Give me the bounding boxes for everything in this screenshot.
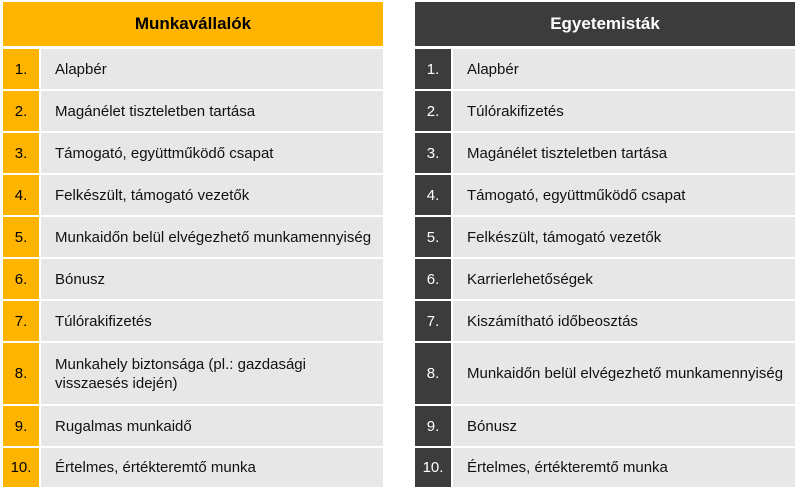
- list-item: [415, 406, 795, 446]
- item-number: 4.: [3, 175, 39, 215]
- students-list: [415, 49, 795, 487]
- list-item: [415, 448, 795, 487]
- item-number: 10.: [415, 448, 451, 487]
- employees-panel: [3, 2, 383, 498]
- list-item: [3, 91, 383, 131]
- item-number: 5.: [3, 217, 39, 257]
- item-number: 6.: [3, 259, 39, 299]
- item-number: 4.: [415, 175, 451, 215]
- item-number: 3.: [3, 133, 39, 173]
- list-item: [415, 217, 795, 257]
- item-text: Kiszámítható időbeosztás: [453, 301, 795, 341]
- employees-list: [3, 49, 383, 487]
- list-item: [415, 343, 795, 404]
- list-item: [415, 301, 795, 341]
- item-number: 5.: [415, 217, 451, 257]
- item-number: 2.: [3, 91, 39, 131]
- item-text: Bónusz: [41, 259, 383, 299]
- item-text: Munkaidőn belül elvégezhető munkamennyiség: [453, 343, 795, 404]
- item-text: Magánélet tiszteletben tartása: [41, 91, 383, 131]
- list-item: [3, 259, 383, 299]
- item-text: Rugalmas munkaidő: [41, 406, 383, 446]
- item-number: 9.: [415, 406, 451, 446]
- students-header: Egyetemisták: [415, 2, 795, 46]
- list-item: [415, 259, 795, 299]
- item-number: 10.: [3, 448, 39, 487]
- students-panel: [415, 2, 795, 498]
- list-item: [3, 49, 383, 89]
- list-item: [415, 133, 795, 173]
- item-text: Támogató, együttműködő csapat: [41, 133, 383, 173]
- list-item: [3, 301, 383, 341]
- item-text: Felkészült, támogató vezetők: [453, 217, 795, 257]
- item-number: 7.: [3, 301, 39, 341]
- list-item: [3, 175, 383, 215]
- item-number: 3.: [415, 133, 451, 173]
- list-item: [3, 448, 383, 487]
- item-text: Bónusz: [453, 406, 795, 446]
- item-number: 6.: [415, 259, 451, 299]
- item-number: 7.: [415, 301, 451, 341]
- item-text: Értelmes, értékteremtő munka: [41, 448, 383, 487]
- item-number: 2.: [415, 91, 451, 131]
- item-text: Túlórakifizetés: [453, 91, 795, 131]
- list-item: [3, 217, 383, 257]
- list-item: [3, 343, 383, 404]
- item-number: 8.: [3, 343, 39, 404]
- list-item: [3, 133, 383, 173]
- list-item: [415, 91, 795, 131]
- item-text: Munkahely biztonsága (pl.: gazdasági visszaesés idején): [41, 343, 383, 404]
- item-number: 9.: [3, 406, 39, 446]
- item-text: Támogató, együttműködő csapat: [453, 175, 795, 215]
- item-text: Alapbér: [453, 49, 795, 89]
- item-text: Túlórakifizetés: [41, 301, 383, 341]
- employees-header: Munkavállalók: [3, 2, 383, 46]
- list-item: [415, 49, 795, 89]
- item-number: 1.: [415, 49, 451, 89]
- item-text: Magánélet tiszteletben tartása: [453, 133, 795, 173]
- list-item: [3, 406, 383, 446]
- item-text: Karrierlehetőségek: [453, 259, 795, 299]
- list-item: [415, 175, 795, 215]
- item-number: 8.: [415, 343, 451, 404]
- item-text: Alapbér: [41, 49, 383, 89]
- item-text: Munkaidőn belül elvégezhető munkamennyiség: [41, 217, 383, 257]
- item-text: Felkészült, támogató vezetők: [41, 175, 383, 215]
- item-text: Értelmes, értékteremtő munka: [453, 448, 795, 487]
- item-number: 1.: [3, 49, 39, 89]
